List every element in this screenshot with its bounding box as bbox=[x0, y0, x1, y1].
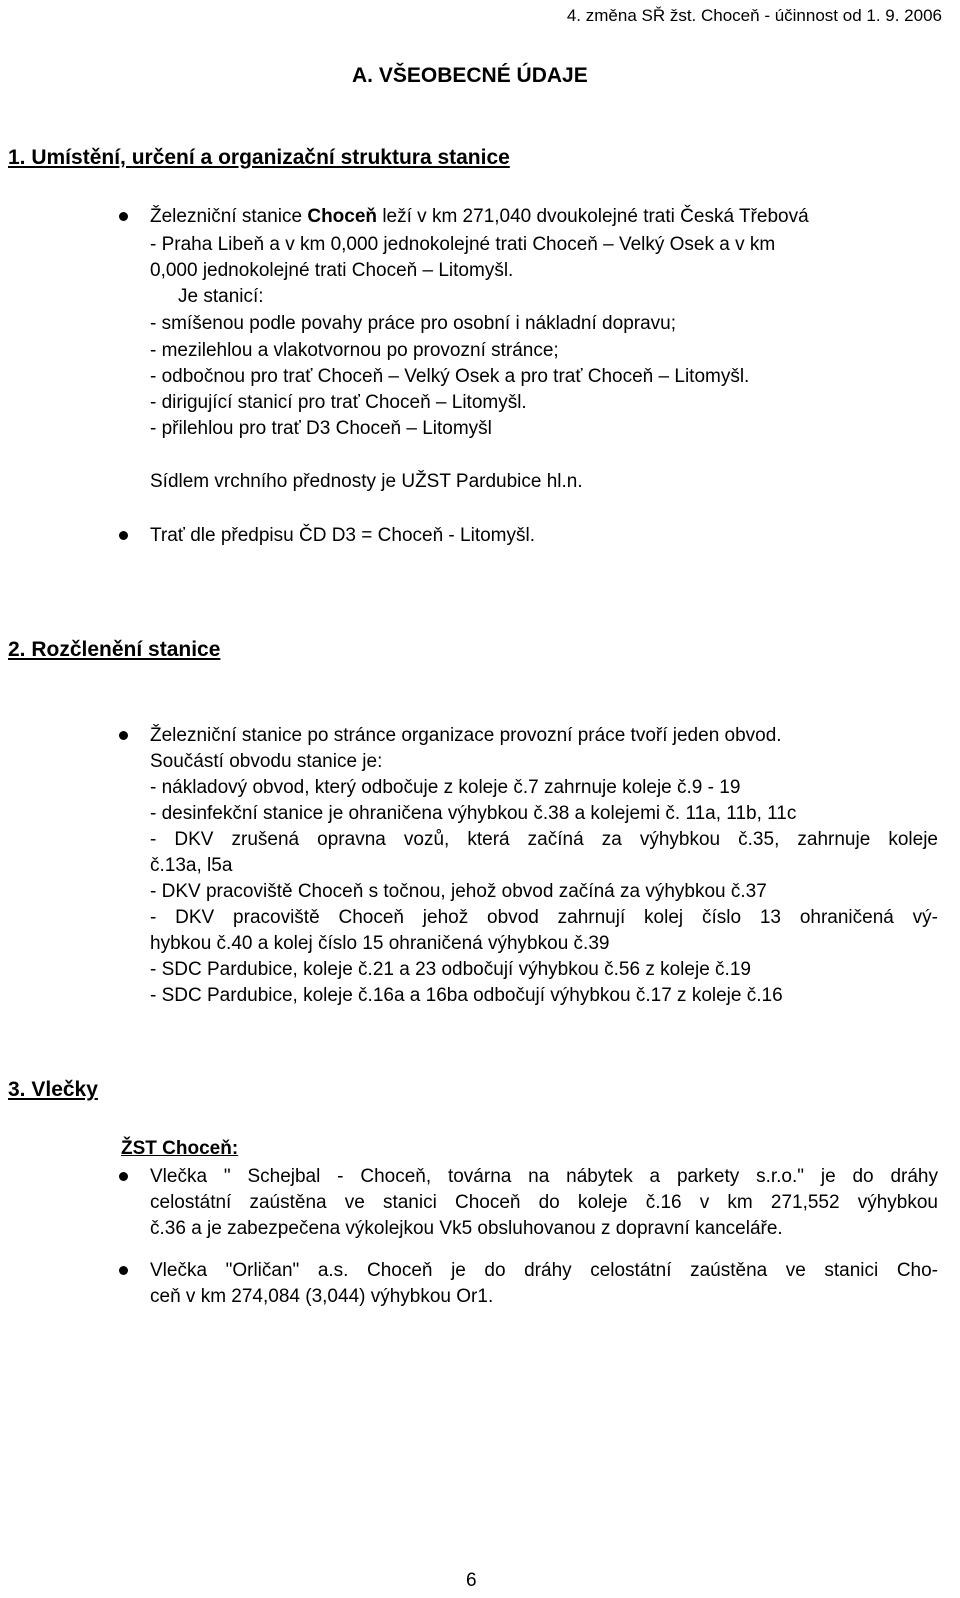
s2-line-3: - nákladový obvod, který odbočuje z koleje č.7 zahrnuje koleje č.9 - 19 bbox=[150, 777, 741, 798]
bullet-icon bbox=[119, 212, 128, 221]
s2-line-7: - DKV pracoviště Choceň s točnou, jehož obvod začíná za výhybkou č.37 bbox=[150, 881, 767, 902]
s3-line-4: Vlečka "Orličan" a.s. Choceň je do dráhy celostátní zaústěna ve stanici Cho- bbox=[150, 1260, 938, 1281]
section-2-title: 2. Rozčlenění stanice bbox=[8, 638, 221, 661]
s1-line-1-post: leží v km 271,040 dvoukolejné trati Česká Třebová bbox=[377, 206, 809, 227]
s1-line-6: - mezilehlou a vlakotvornou po provozní stránce; bbox=[150, 340, 559, 361]
bullet-icon bbox=[119, 1266, 128, 1275]
station-name-bold: Choceň bbox=[307, 206, 378, 227]
s1-line-2: - Praha Libeň a v km 0,000 jednokolejné trati Choceň – Velký Osek a v km bbox=[150, 234, 776, 255]
s3-line-5: ceň v km 274,084 (3,044) výhybkou Or1. bbox=[150, 1286, 494, 1307]
s2-line-1: Železniční stanice po stránce organizace provozní práce tvoří jeden obvod. bbox=[150, 725, 782, 746]
page-number: 6 bbox=[466, 1570, 477, 1591]
siding-subtitle: ŽST Choceň: bbox=[121, 1138, 239, 1159]
s3-line-2: celostátní zaústěna ve stanici Choceň do koleje č.16 v km 271,552 výhybkou bbox=[150, 1192, 938, 1213]
s1-line-5: - smíšenou podle povahy práce pro osobní i nákladní dopravu; bbox=[150, 313, 676, 334]
s2-line-10: - SDC Pardubice, koleje č.21 a 23 odbočují výhybkou č.56 z koleje č.19 bbox=[150, 959, 751, 980]
s2-line-9: hybkou č.40 a kolej číslo 15 ohraničená výhybkou č.39 bbox=[150, 933, 610, 954]
bullet-icon bbox=[119, 531, 128, 540]
section-3-title: 3. Vlečky bbox=[8, 1078, 98, 1101]
document-header: 4. změna SŘ žst. Choceň - účinnost od 1. 9. 2006 bbox=[566, 6, 942, 25]
s1-line-3: 0,000 jednokolejné trati Choceň – Litomyšl. bbox=[150, 260, 514, 281]
s1-line-4: Je stanicí: bbox=[178, 286, 264, 307]
s2-line-5: - DKV zrušená opravna vozů, která začíná za výhybkou č.35, zahrnuje koleje bbox=[150, 829, 938, 850]
bullet-icon bbox=[119, 731, 128, 740]
s1-line-1-pre: Železniční stanice bbox=[150, 206, 308, 227]
s2-line-2: Součástí obvodu stanice je: bbox=[150, 751, 383, 772]
s2-line-8: - DKV pracoviště Choceň jehož obvod zahrnují kolej číslo 13 ohraničená vý- bbox=[150, 907, 938, 928]
section-1-title: 1. Umístění, určení a organizační struktura stanice bbox=[8, 146, 510, 169]
s1-line-8: - dirigující stanicí pro trať Choceň – Litomyšl. bbox=[150, 392, 527, 413]
s2-line-6: č.13a, l5a bbox=[150, 855, 233, 876]
s3-line-3: č.36 a je zabezpečena výkolejkou Vk5 obsluhovanou z dopravní kanceláře. bbox=[150, 1218, 783, 1239]
s1-line-9: - přilehlou pro trať D3 Choceň – Litomyšl bbox=[150, 418, 492, 439]
s3-line-1: Vlečka " Schejbal - Choceň, továrna na nábytek a parkety s.r.o." je do dráhy bbox=[150, 1166, 938, 1187]
s1-bullet-2: Trať dle předpisu ČD D3 = Choceň - Litomyšl. bbox=[150, 525, 535, 546]
s2-line-11: - SDC Pardubice, koleje č.16a a 16ba odbočují výhybkou č.17 z koleje č.16 bbox=[150, 985, 783, 1006]
s1-line-1 bbox=[150, 206, 809, 228]
bullet-icon bbox=[119, 1172, 128, 1181]
part-title: A. VŠEOBECNÉ ÚDAJE bbox=[352, 64, 588, 87]
s2-line-4: - desinfekční stanice je ohraničena výhybkou č.38 a kolejemi č. 11a, 11b, 11c bbox=[150, 803, 797, 824]
s1-line-7: - odbočnou pro trať Choceň – Velký Osek a pro trať Choceň – Litomyšl. bbox=[150, 366, 750, 387]
s1-line-10: Sídlem vrchního přednosty je UŽST Pardubice hl.n. bbox=[150, 471, 583, 492]
